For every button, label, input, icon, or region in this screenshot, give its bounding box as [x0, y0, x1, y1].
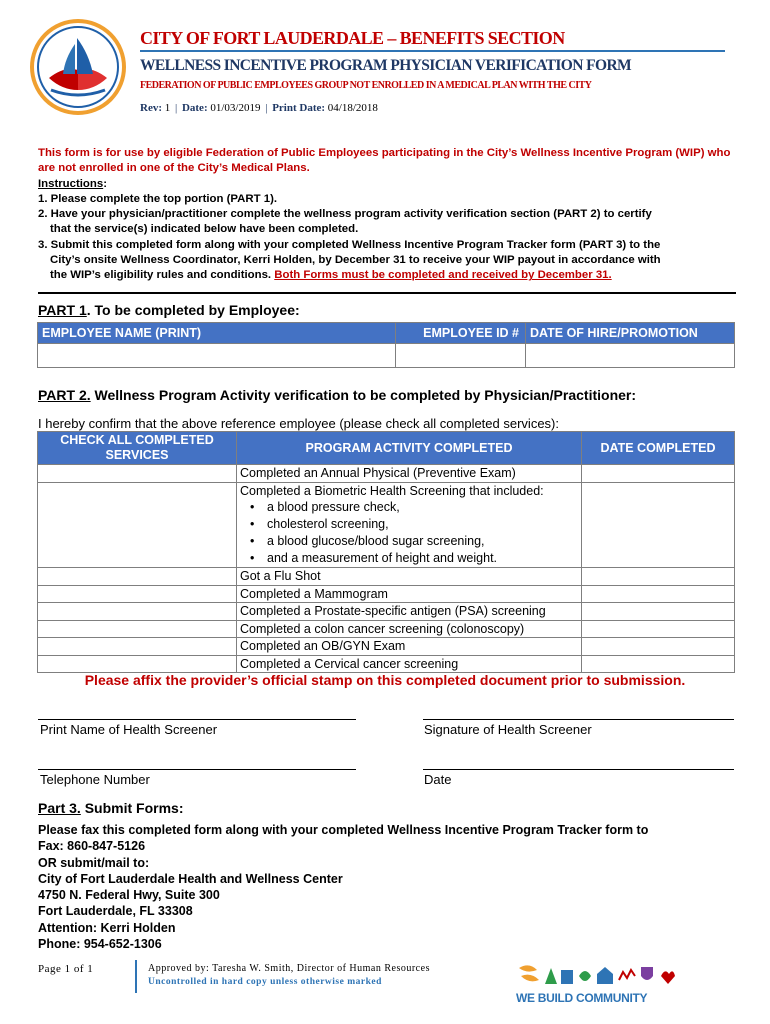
check-cell[interactable] [38, 620, 237, 638]
confirmation-text: I hereby confirm that the above reference employee (please check all completed services): [38, 416, 559, 431]
print-name-label: Print Name of Health Screener [40, 722, 218, 737]
activity-cell: Completed an OB/GYN Exam [237, 638, 582, 656]
rev-label: Rev: [140, 102, 162, 114]
instruction-step-3: 3. Submit this completed form along with your completed Wellness Incentive Program Tracker form (PART 3) to the [38, 238, 661, 251]
print-date-value: 04/18/2018 [327, 102, 378, 114]
table-row [38, 482, 735, 568]
table-row [38, 603, 735, 621]
part3-heading: Part 3. Submit Forms: [38, 800, 184, 816]
list-item: • a blood glucose/blood sugar screening, [240, 533, 578, 550]
instructions-block [38, 146, 732, 284]
employee-id-field[interactable] [396, 344, 526, 368]
phone-number: Phone: 954-652-1306 [38, 937, 162, 952]
col-check-services: CHECK ALL COMPLETED SERVICES [38, 432, 237, 465]
activity-cell: Completed a Biometric Health Screening that included: • a blood pressure check, • cholesterol screening, • a blood glucose/blood sugar screening, • and a measurement of height and weight. [237, 482, 582, 568]
date-cell[interactable] [582, 603, 735, 621]
date-cell[interactable] [582, 465, 735, 483]
col-employee-id: EMPLOYEE ID # [396, 323, 526, 344]
date-cell[interactable] [582, 655, 735, 673]
table-row [38, 620, 735, 638]
check-cell[interactable] [38, 585, 237, 603]
date-cell[interactable] [582, 638, 735, 656]
check-cell[interactable] [38, 655, 237, 673]
attention-line: Attention: Kerri Holden [38, 920, 176, 935]
date-cell[interactable] [582, 482, 735, 568]
activity-cell: Completed a Mammogram [237, 585, 582, 603]
activity-cell: Got a Flu Shot [237, 568, 582, 586]
signature-label: Signature of Health Screener [424, 722, 592, 737]
instruction-step-2: 2. Have your physician/practitioner complete the wellness program activity verification section (PART 2) to certify [38, 208, 652, 221]
page-title: CITY OF FORT LAUDERDALE – BENEFITS SECTION [140, 28, 565, 48]
revision-line [140, 102, 725, 114]
uncontrolled-note: Uncontrolled in hard copy unless otherwise marked [148, 977, 382, 987]
check-cell[interactable] [38, 465, 237, 483]
deadline-notice: Both Forms must be completed and received by December 31. [274, 269, 612, 282]
community-slogan: WE BUILD COMMUNITY [516, 991, 648, 1005]
address-line-1: 4750 N. Federal Hwy, Suite 300 [38, 888, 220, 903]
activity-cell: Completed a Prostate-specific antigen (PSA) screening [237, 603, 582, 621]
page-number: Page 1 of 1 [38, 963, 94, 975]
print-name-line[interactable] [38, 719, 356, 720]
activity-cell: Completed a colon cancer screening (colonoscopy) [237, 620, 582, 638]
table-row [38, 638, 735, 656]
city-seal-logo [29, 18, 127, 116]
header-rule [140, 50, 725, 52]
check-cell[interactable] [38, 568, 237, 586]
address-line-2: Fort Lauderdale, FL 33308 [38, 904, 193, 919]
check-cell[interactable] [38, 638, 237, 656]
approval-text: Approved by: Taresha W. Smith, Director of Human Resources [148, 963, 430, 974]
date-of-hire-field[interactable] [526, 344, 735, 368]
list-item: • a blood pressure check, [240, 499, 578, 516]
table-row [38, 465, 735, 483]
instruction-step-3-cont: City’s onsite Wellness Coordinator, Kerri Holden, by December 31 to receive your WIP payout in accordance with [50, 254, 661, 267]
table-row [38, 585, 735, 603]
date-value: 01/03/2019 [210, 102, 261, 114]
date-label: Date [424, 772, 452, 787]
date-cell[interactable] [582, 620, 735, 638]
eligibility-notice: This form is for use by eligible Federation of Public Employees participating in the City’s Wellness Incentive Program (WIP) who are not enrolled in one of the City’s Medical Plans. [38, 147, 731, 175]
rev-value: 1 [164, 102, 171, 114]
instruction-step-1: 1. Please complete the top portion (PART 1). [38, 192, 278, 205]
telephone-label: Telephone Number [40, 772, 150, 787]
list-item: • and a measurement of height and weight. [240, 550, 578, 567]
fax-number: Fax: 860-847-5126 [38, 839, 146, 854]
submit-text: Please fax this completed form along with your completed Wellness Incentive Program Tracker form to [38, 823, 649, 837]
col-date-completed: DATE COMPLETED [582, 432, 735, 465]
part2-heading: PART 2. Wellness Program Activity verification to be completed by Physician/Practitioner: [38, 387, 637, 403]
date-cell[interactable] [582, 568, 735, 586]
activity-table [37, 431, 735, 673]
activity-cell: Completed an Annual Physical (Preventive Exam) [237, 465, 582, 483]
mail-text: OR submit/mail to: [38, 855, 150, 870]
form-title: WELLNESS INCENTIVE PROGRAM PHYSICIAN VERIFICATION FORM [140, 57, 632, 74]
submit-instructions [38, 822, 648, 952]
employee-info-table [37, 322, 735, 368]
stamp-notice: Please affix the provider’s official stamp on this completed document prior to submission. [84, 672, 686, 688]
date-line[interactable] [423, 769, 734, 770]
activity-cell: Completed a Cervical cancer screening [237, 655, 582, 673]
form-header [140, 28, 725, 114]
check-cell[interactable] [38, 603, 237, 621]
list-item: • cholesterol screening, [240, 516, 578, 533]
employee-name-field[interactable] [38, 344, 396, 368]
part1-heading: PART 1. To be completed by Employee: [38, 302, 300, 318]
check-cell[interactable] [38, 482, 237, 568]
col-program-activity: PROGRAM ACTIVITY COMPLETED [237, 432, 582, 465]
biometric-list [240, 499, 578, 567]
col-employee-name: EMPLOYEE NAME (PRINT) [38, 323, 396, 344]
instructions-heading: Instructions: [38, 177, 107, 190]
date-separator: | [265, 102, 268, 114]
date-cell[interactable] [582, 585, 735, 603]
col-date-of-hire: DATE OF HIRE/PROMOTION [526, 323, 735, 344]
footer-divider [135, 960, 137, 993]
instruction-step-3-cont2: the WIP’s eligibility rules and conditions. Both Forms must be completed and received by December 31. [50, 269, 612, 282]
signature-line[interactable] [423, 719, 734, 720]
org-name: City of Fort Lauderdale Health and Wellness Center [38, 871, 343, 886]
rev-separator: | [175, 102, 178, 114]
form-subtitle: FEDERATION OF PUBLIC EMPLOYEES GROUP NOT ENROLLED IN A MEDICAL PLAN WITH THE CITY [140, 80, 592, 91]
telephone-line[interactable] [38, 769, 356, 770]
instruction-step-2-cont: that the service(s) indicated below have been completed. [50, 223, 359, 236]
date-label: Date: [181, 102, 208, 114]
section-divider [38, 292, 736, 294]
table-row [38, 568, 735, 586]
table-row [38, 655, 735, 673]
print-date-label: Print Date: [272, 102, 326, 114]
